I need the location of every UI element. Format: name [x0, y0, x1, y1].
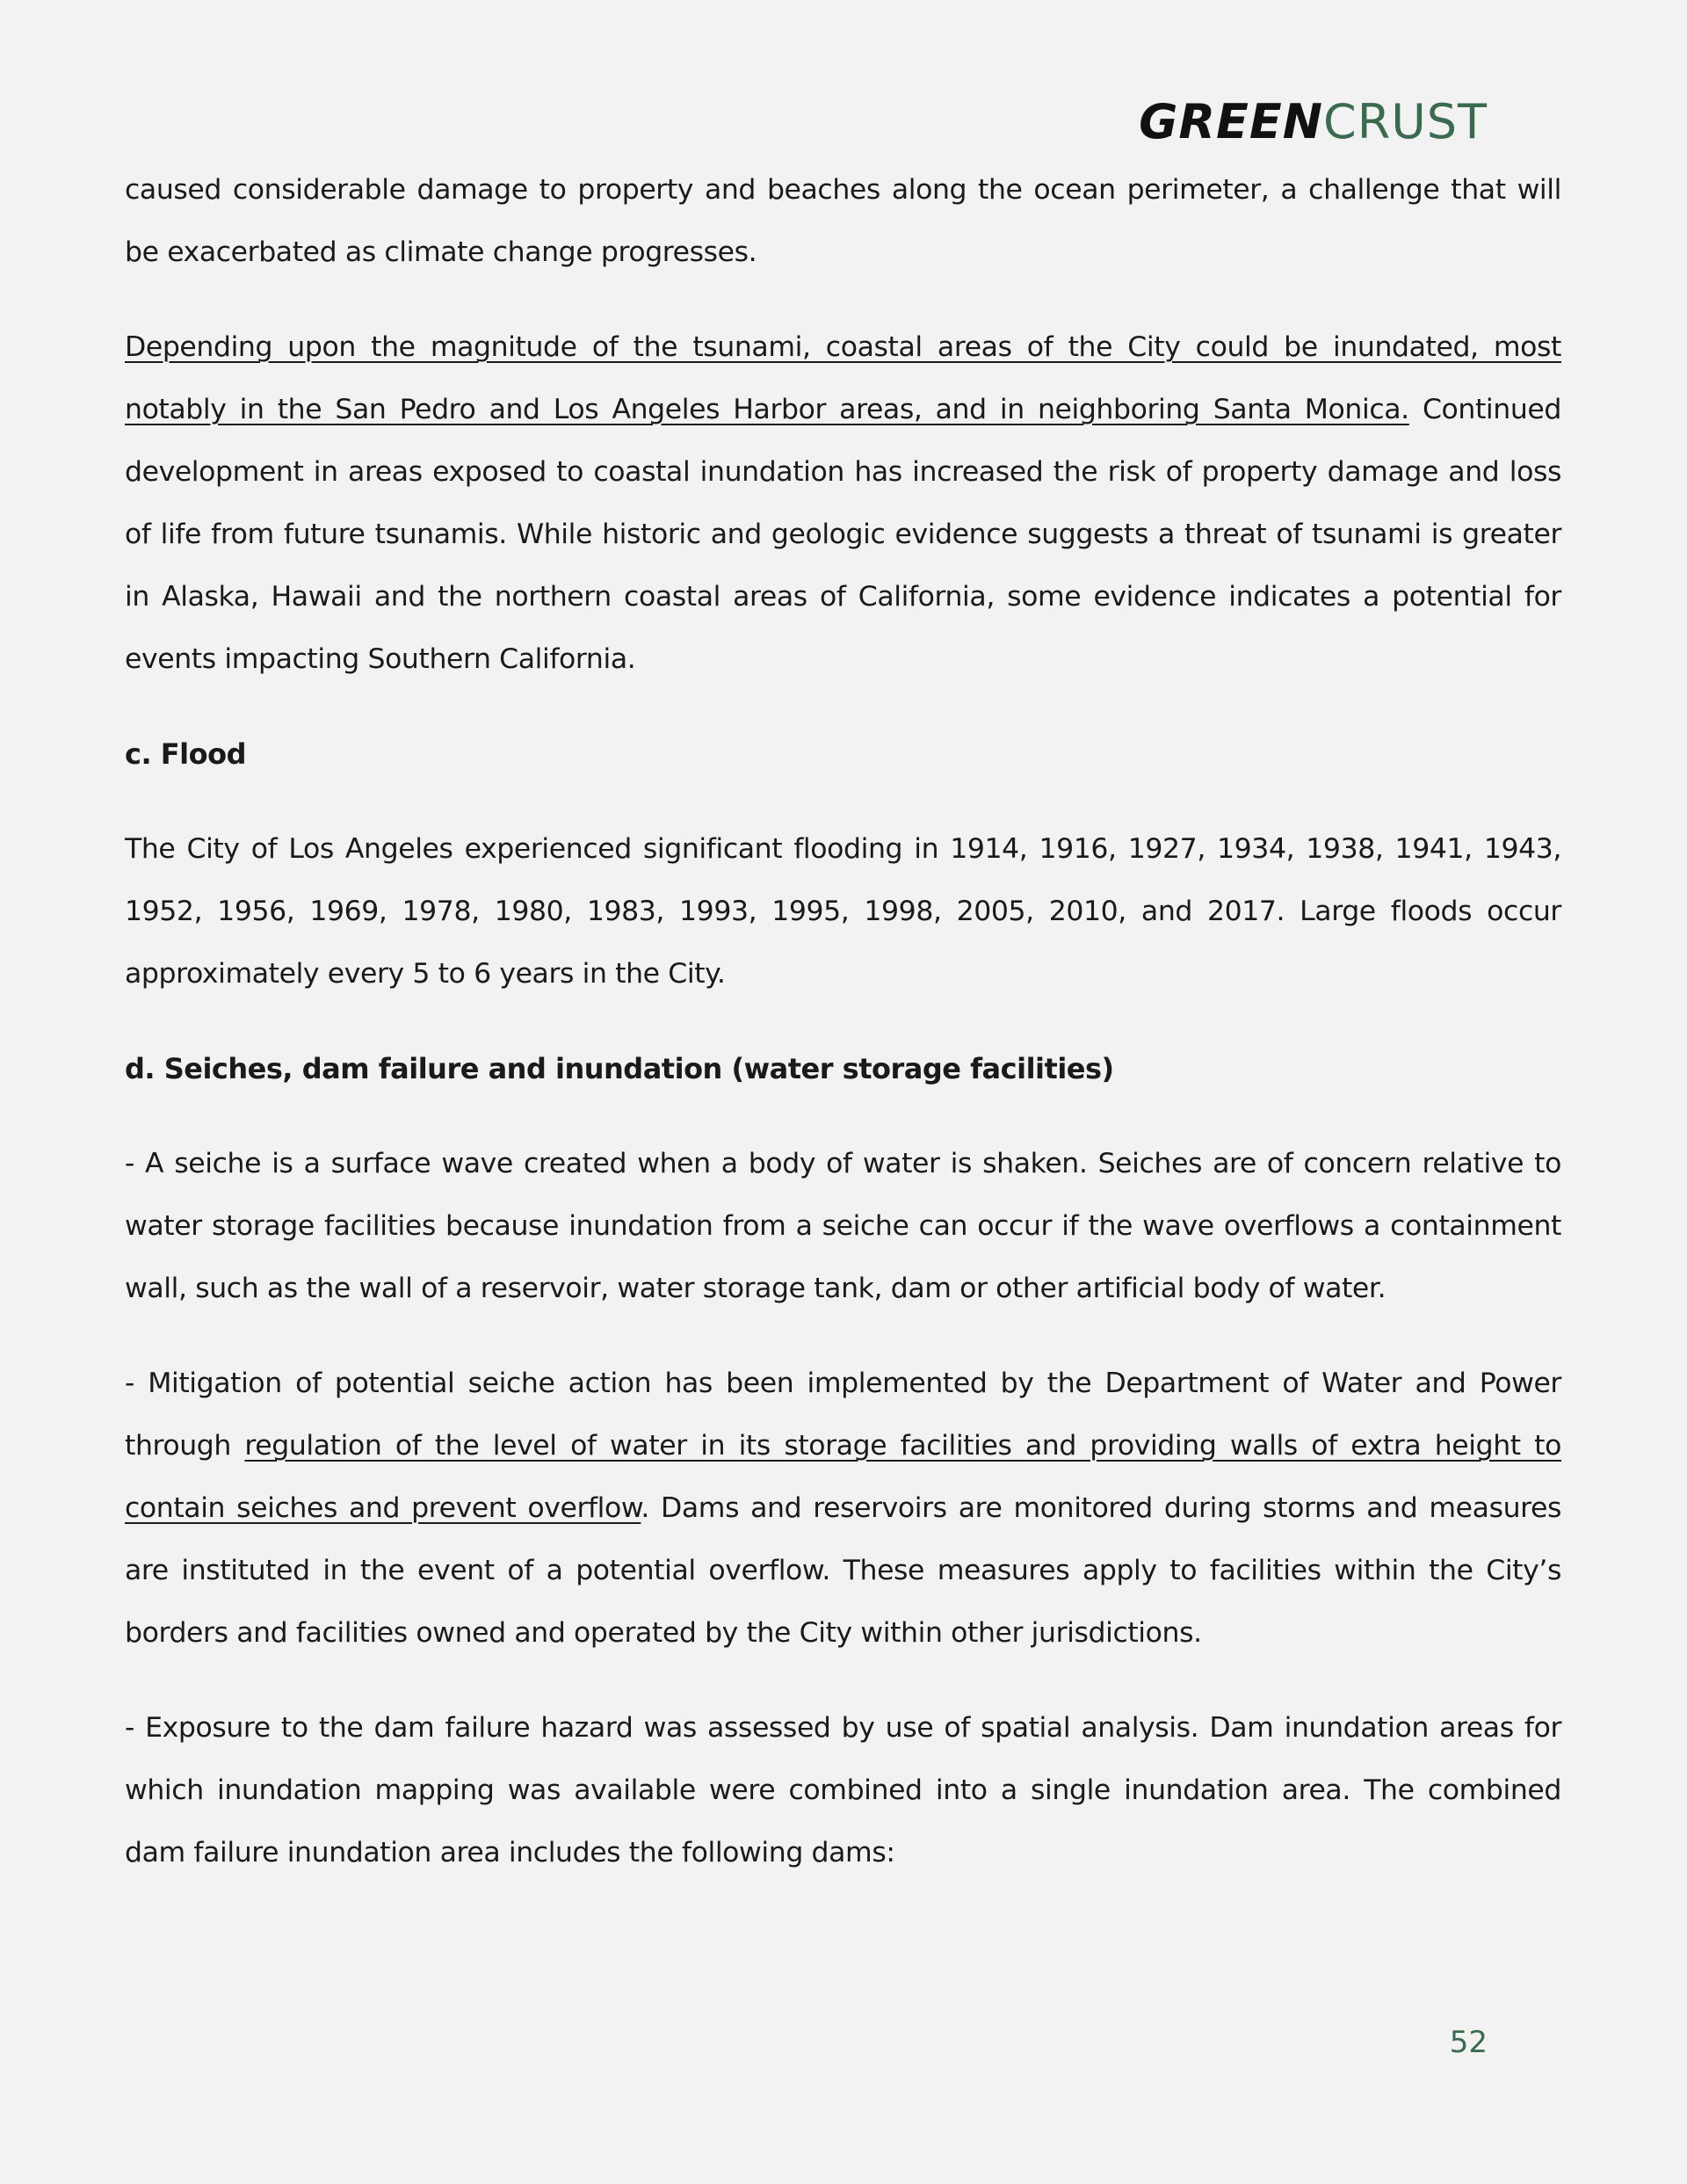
paragraph-tsunami [125, 316, 1561, 691]
paragraph-flood-history: The City of Los Angeles experienced significant flooding in 1914, 1916, 1927, 1934, 1938, 1941, 1943, 1952, 1956, 1969, 1978, 1980, 1983, 1993, 1995, 1998, 2005, 2010, and 2017. Large floods occur approximately every 5 to 6 years in the City. [125, 833, 1561, 990]
paragraph-coastal-damage: caused considerable damage to property and beaches along the ocean perimeter, a challenge that will be exacerbated as climate change progresses. [125, 174, 1561, 268]
page-number: 52 [1449, 2025, 1488, 2060]
section-heading-flood: c. Flood [125, 737, 246, 771]
paragraph-seiche-mitigation [125, 1353, 1561, 1665]
document-body [125, 159, 1561, 1917]
section-heading-seiches: d. Seiches, dam failure and inundation (water storage facilities) [125, 1052, 1114, 1085]
paragraph-mitigation-continued: . Dams and reservoirs are monitored during storms and measures are instituted in the event of a potential overflow. These measures apply to facilities within the City’s borders and facilities owned and operated by the City within other jurisdictions. [125, 1492, 1561, 1649]
paragraph-seiche-definition: - A seiche is a surface wave created when a body of water is shaken. Seiches are of concern relative to water storage facilities because inundation from a seiche can occur if the wave overflows a containment wall, such as the wall of a reservoir, water storage tank, dam or other artificial body of water. [125, 1148, 1561, 1304]
greencrust-logo [1139, 94, 1488, 149]
underlined-text-tsunami: Depending upon the magnitude of the tsunami, coastal areas of the City could be inundated, most notably in the San Pedro and Los Angeles Harbor areas, and in neighboring Santa Monica. [125, 331, 1561, 425]
underlined-text-mitigation: regulation of the level of water in its storage facilities and providing walls of extra height to contain seiches and prevent overflow [125, 1430, 1561, 1524]
paragraph-dam-failure-exposure: - Exposure to the dam failure hazard was assessed by use of spatial analysis. Dam inundation areas for which inundation mapping was available were combined into a single inundation area. The combined dam failure inundation area includes the following dams: [125, 1712, 1561, 1868]
logo-light-text: CRUST [1322, 94, 1488, 149]
paragraph-mitigation-start: - Mitigation of potential seiche action has been implemented by the Department of Water and Power through [125, 1368, 1561, 1462]
paragraph-tsunami-continued: Continued development in areas exposed to coastal inundation has increased the risk of property damage and loss of life from future tsunamis. While historic and geologic evidence suggests a threat of tsunami is greater in Alaska, Hawaii and the northern coastal areas of California, some evidence indicates a potential for events impacting Southern California. [125, 394, 1561, 675]
logo-bold-text: GREEN [1139, 94, 1323, 149]
